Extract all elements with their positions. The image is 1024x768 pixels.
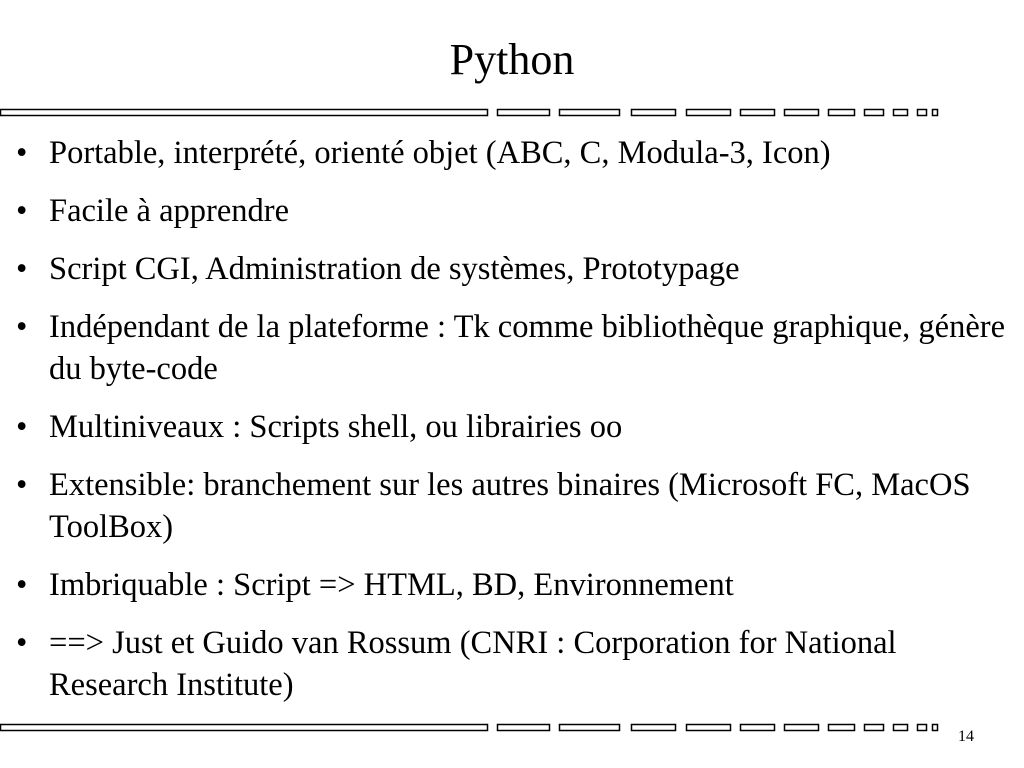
- rule-segment: [687, 725, 731, 731]
- bullet-marker: •: [16, 625, 28, 661]
- slide-number: 14: [958, 728, 974, 745]
- rule-segment: [865, 110, 884, 116]
- rule-segment: [741, 110, 775, 116]
- rule-segment: [785, 110, 819, 116]
- rule-segment: [933, 725, 938, 731]
- bullet-item: [0, 132, 1024, 174]
- rule-segment: [1, 110, 488, 116]
- rule-segment: [560, 725, 620, 731]
- rule-segment: [687, 110, 731, 116]
- top-separator-rule-graphic: [0, 108, 940, 118]
- bullet-item: [0, 406, 1024, 448]
- bottom-separator-rule: [0, 723, 940, 733]
- bullet-text: ==> Just et Guido van Rossum (CNRI : Corporation for National Research Institute): [49, 625, 897, 703]
- bullet-marker: •: [16, 409, 28, 445]
- rule-segment: [498, 110, 550, 116]
- rule-segment: [918, 110, 927, 116]
- rule-segment: [829, 110, 855, 116]
- bullet-list: [0, 132, 1024, 722]
- bullet-item: [0, 248, 1024, 290]
- bullet-item: [0, 622, 1024, 706]
- bullet-text: Script CGI, Administration de systèmes, Prototypage: [49, 251, 740, 287]
- rule-segment: [498, 725, 550, 731]
- bullet-marker: •: [16, 309, 28, 345]
- bullet-marker: •: [16, 251, 28, 287]
- rule-segment: [918, 725, 927, 731]
- bullet-marker: •: [16, 135, 28, 171]
- top-separator-rule: [0, 108, 940, 118]
- rule-segment: [785, 725, 819, 731]
- bullet-text: Imbriquable : Script => HTML, BD, Environnement: [49, 567, 734, 603]
- rule-segment: [741, 725, 775, 731]
- rule-segment: [865, 725, 884, 731]
- rule-segment: [829, 725, 855, 731]
- bullet-text: Indépendant de la plateforme : Tk comme bibliothèque graphique, génère du byte-code: [49, 309, 1005, 387]
- bullet-text: Portable, interprété, orienté objet (ABC, C, Modula-3, Icon): [49, 135, 831, 171]
- rule-segment: [933, 110, 938, 116]
- bullet-item: [0, 464, 1024, 548]
- bullet-item: [0, 306, 1024, 390]
- rule-segment: [894, 110, 908, 116]
- bullet-marker: •: [16, 193, 28, 229]
- bullet-text: Multiniveaux : Scripts shell, ou librairies oo: [49, 409, 623, 445]
- rule-segment: [560, 110, 620, 116]
- bullet-text: Extensible: branchement sur les autres binaires (Microsoft FC, MacOS ToolBox): [49, 467, 971, 545]
- rule-segment: [1, 725, 488, 731]
- slide-title: Python: [449, 35, 575, 84]
- bullet-text: Facile à apprendre: [49, 193, 290, 229]
- rule-segment: [632, 725, 676, 731]
- bullet-marker: •: [16, 467, 28, 503]
- bullet-marker: •: [16, 567, 28, 603]
- rule-segment: [894, 725, 908, 731]
- bottom-separator-rule-graphic: [0, 723, 940, 733]
- bullet-item: [0, 564, 1024, 606]
- bullet-item: [0, 190, 1024, 232]
- rule-segment: [632, 110, 676, 116]
